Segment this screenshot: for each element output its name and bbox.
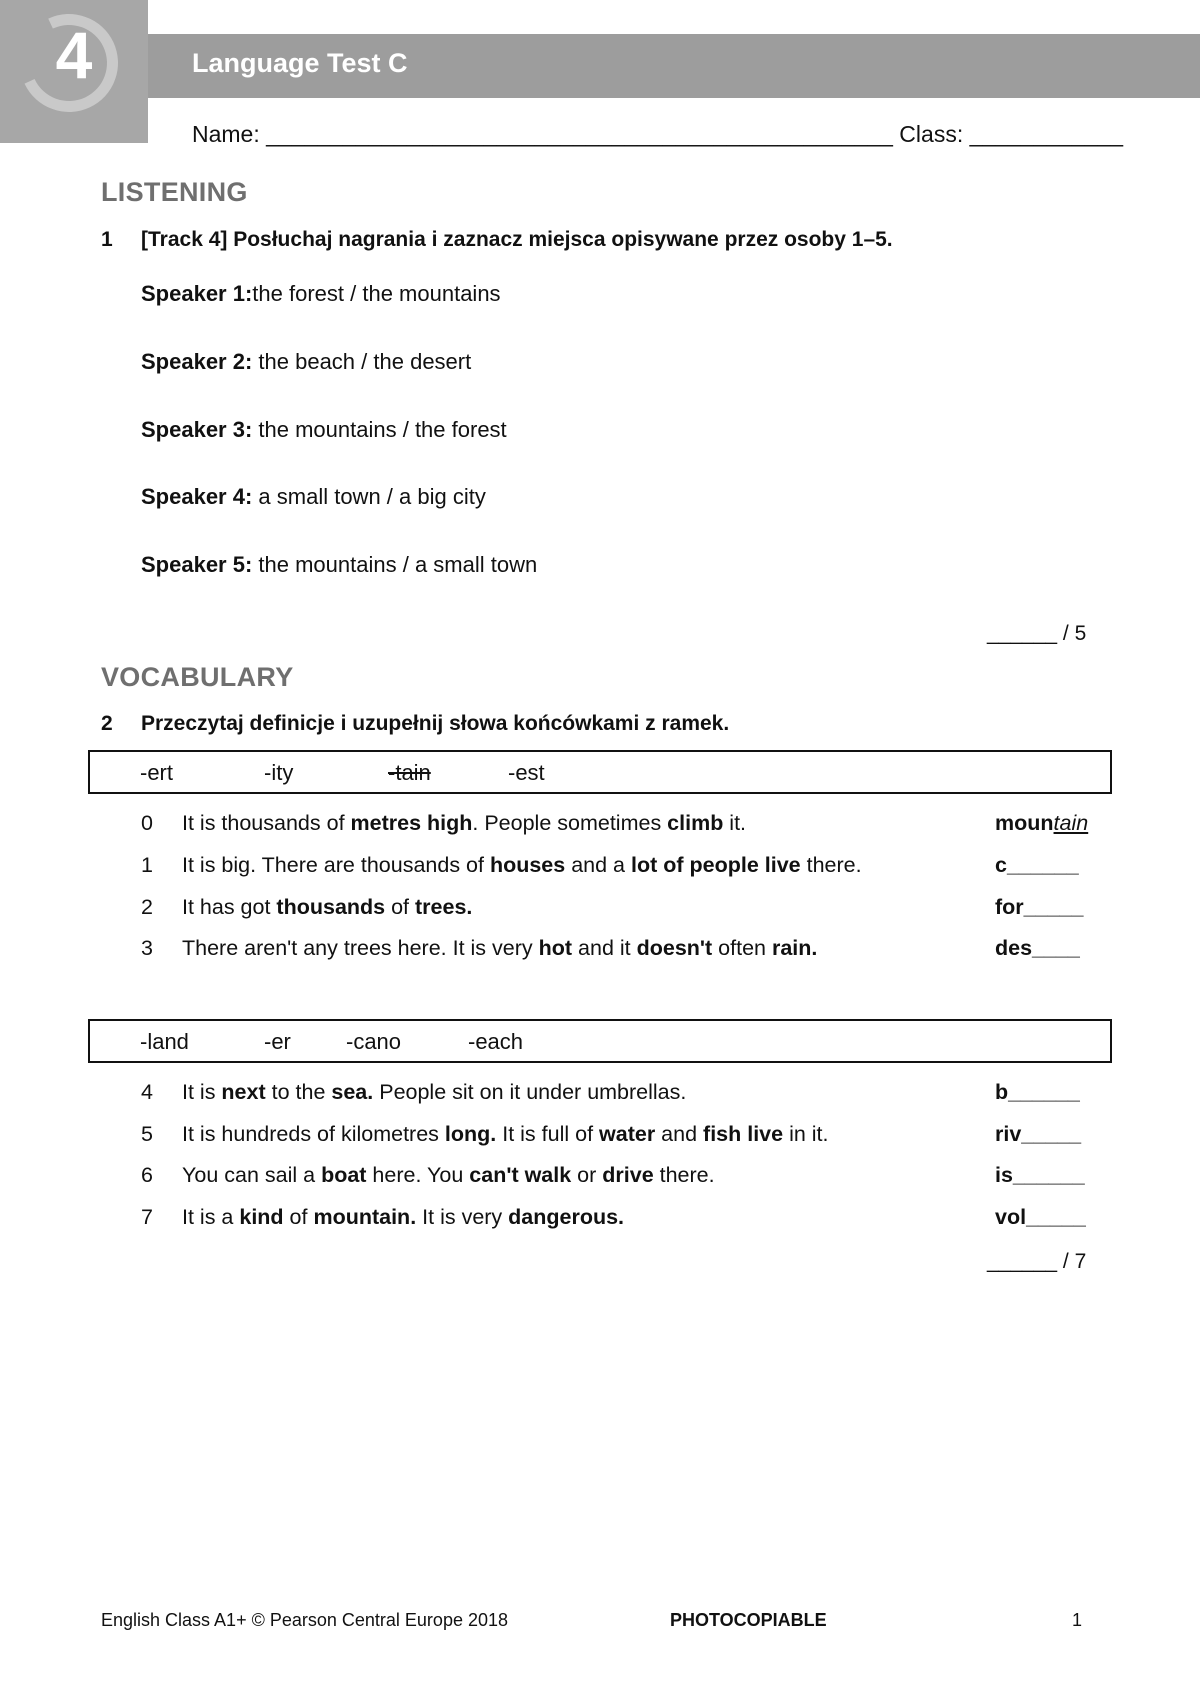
suffix: -cano: [346, 1029, 402, 1054]
item-number: 6: [141, 1163, 153, 1187]
answer-field[interactable]: c______: [995, 853, 1079, 877]
speaker-options: the mountains / a small town: [252, 552, 538, 577]
item-definition: It is hundreds of kilometres long. It is full of water and fish live in it.: [182, 1122, 829, 1146]
suffix: -ity: [264, 760, 294, 785]
listening-score[interactable]: ______ / 5: [987, 622, 1087, 645]
vocabulary-score[interactable]: ______ / 7: [987, 1250, 1087, 1273]
vocab-item: [0, 895, 1200, 935]
suffix: -each: [468, 1029, 524, 1054]
item-definition: It is thousands of metres high. People sometimes climb it.: [182, 811, 747, 835]
answer-field[interactable]: vol_____: [995, 1205, 1086, 1229]
answer-field[interactable]: des____: [995, 936, 1080, 960]
speaker-label: Speaker 3:: [141, 417, 253, 442]
item-number: 5: [141, 1122, 153, 1146]
task-number: 2: [101, 712, 113, 735]
suffix: -est: [508, 760, 545, 785]
vocab-item: [0, 1122, 1200, 1162]
item-number: 4: [141, 1080, 153, 1104]
speaker-options: a small town / a big city: [252, 484, 486, 509]
suffix: -er: [264, 1029, 291, 1054]
item-definition: You can sail a boat here. You can't walk or drive there.: [182, 1163, 715, 1187]
test-title: Language Test C: [192, 48, 408, 78]
answer-field[interactable]: mountain: [995, 811, 1089, 835]
instruction-text: Przeczytaj definicje i uzupełnij słowa końcówkami z ramek.: [141, 712, 730, 735]
item-number: 0: [141, 811, 153, 835]
item-number: 7: [141, 1205, 153, 1229]
speaker-row[interactable]: [141, 349, 471, 375]
suffix: -ert: [140, 760, 173, 785]
answer-field[interactable]: for_____: [995, 895, 1084, 919]
vocab-item: [0, 1080, 1200, 1120]
speaker-row[interactable]: [141, 417, 507, 443]
speaker-row[interactable]: [141, 552, 537, 578]
answer-field[interactable]: riv_____: [995, 1122, 1082, 1146]
copyright: English Class A1+ © Pearson Central Europe 2018: [101, 1610, 509, 1630]
item-definition: There aren't any trees here. It is very hot and it doesn't often rain.: [182, 936, 818, 960]
vocab-item: [0, 936, 1200, 976]
speaker-label: Speaker 2:: [141, 349, 253, 374]
instruction-text: [Track 4] Posłuchaj nagrania i zaznacz miejsca opisywane przez osoby 1–5.: [141, 228, 893, 251]
vocab-item: [0, 811, 1200, 851]
word-box-1: [88, 750, 1112, 794]
word-box-2: [88, 1019, 1112, 1063]
speaker-label: Speaker 4:: [141, 484, 253, 509]
vocab-item: [0, 1163, 1200, 1203]
speaker-options: the mountains / the forest: [252, 417, 507, 442]
item-definition: It is next to the sea. People sit on it under umbrellas.: [182, 1080, 687, 1104]
photocopiable-label: PHOTOCOPIABLE: [670, 1610, 827, 1630]
item-definition: It is big. There are thousands of houses and a lot of people live there.: [182, 853, 862, 877]
speaker-options: the beach / the desert: [252, 349, 472, 374]
name-class-field[interactable]: Name: _________________________________________________ Class: ____________: [192, 121, 1124, 147]
speaker-row[interactable]: [141, 484, 486, 510]
item-definition: It is a kind of mountain. It is very dangerous.: [182, 1205, 625, 1229]
vocab-item: [0, 1205, 1200, 1245]
vocabulary-heading: VOCABULARY: [101, 662, 294, 692]
speaker-label: Speaker 1:: [141, 281, 253, 306]
unit-number: 4: [55, 18, 93, 92]
answer-field[interactable]: b______: [995, 1080, 1080, 1104]
speaker-label: Speaker 5:: [141, 552, 253, 577]
speaker-row[interactable]: [141, 281, 501, 307]
suffix: -land: [140, 1029, 189, 1054]
task-2-instruction: [101, 712, 729, 736]
task-number: 1: [101, 228, 113, 251]
task-1-instruction: [101, 228, 893, 252]
speaker-options: the forest / the mountains: [252, 281, 501, 306]
suffix-used: -tain: [388, 760, 431, 785]
page-number: 1: [1072, 1610, 1083, 1630]
item-definition: It has got thousands of trees.: [182, 895, 473, 919]
vocab-item: [0, 853, 1200, 893]
item-number: 1: [141, 853, 153, 877]
item-number: 3: [141, 936, 153, 960]
item-number: 2: [141, 895, 153, 919]
answer-field[interactable]: is______: [995, 1163, 1085, 1187]
listening-heading: LISTENING: [101, 177, 248, 207]
